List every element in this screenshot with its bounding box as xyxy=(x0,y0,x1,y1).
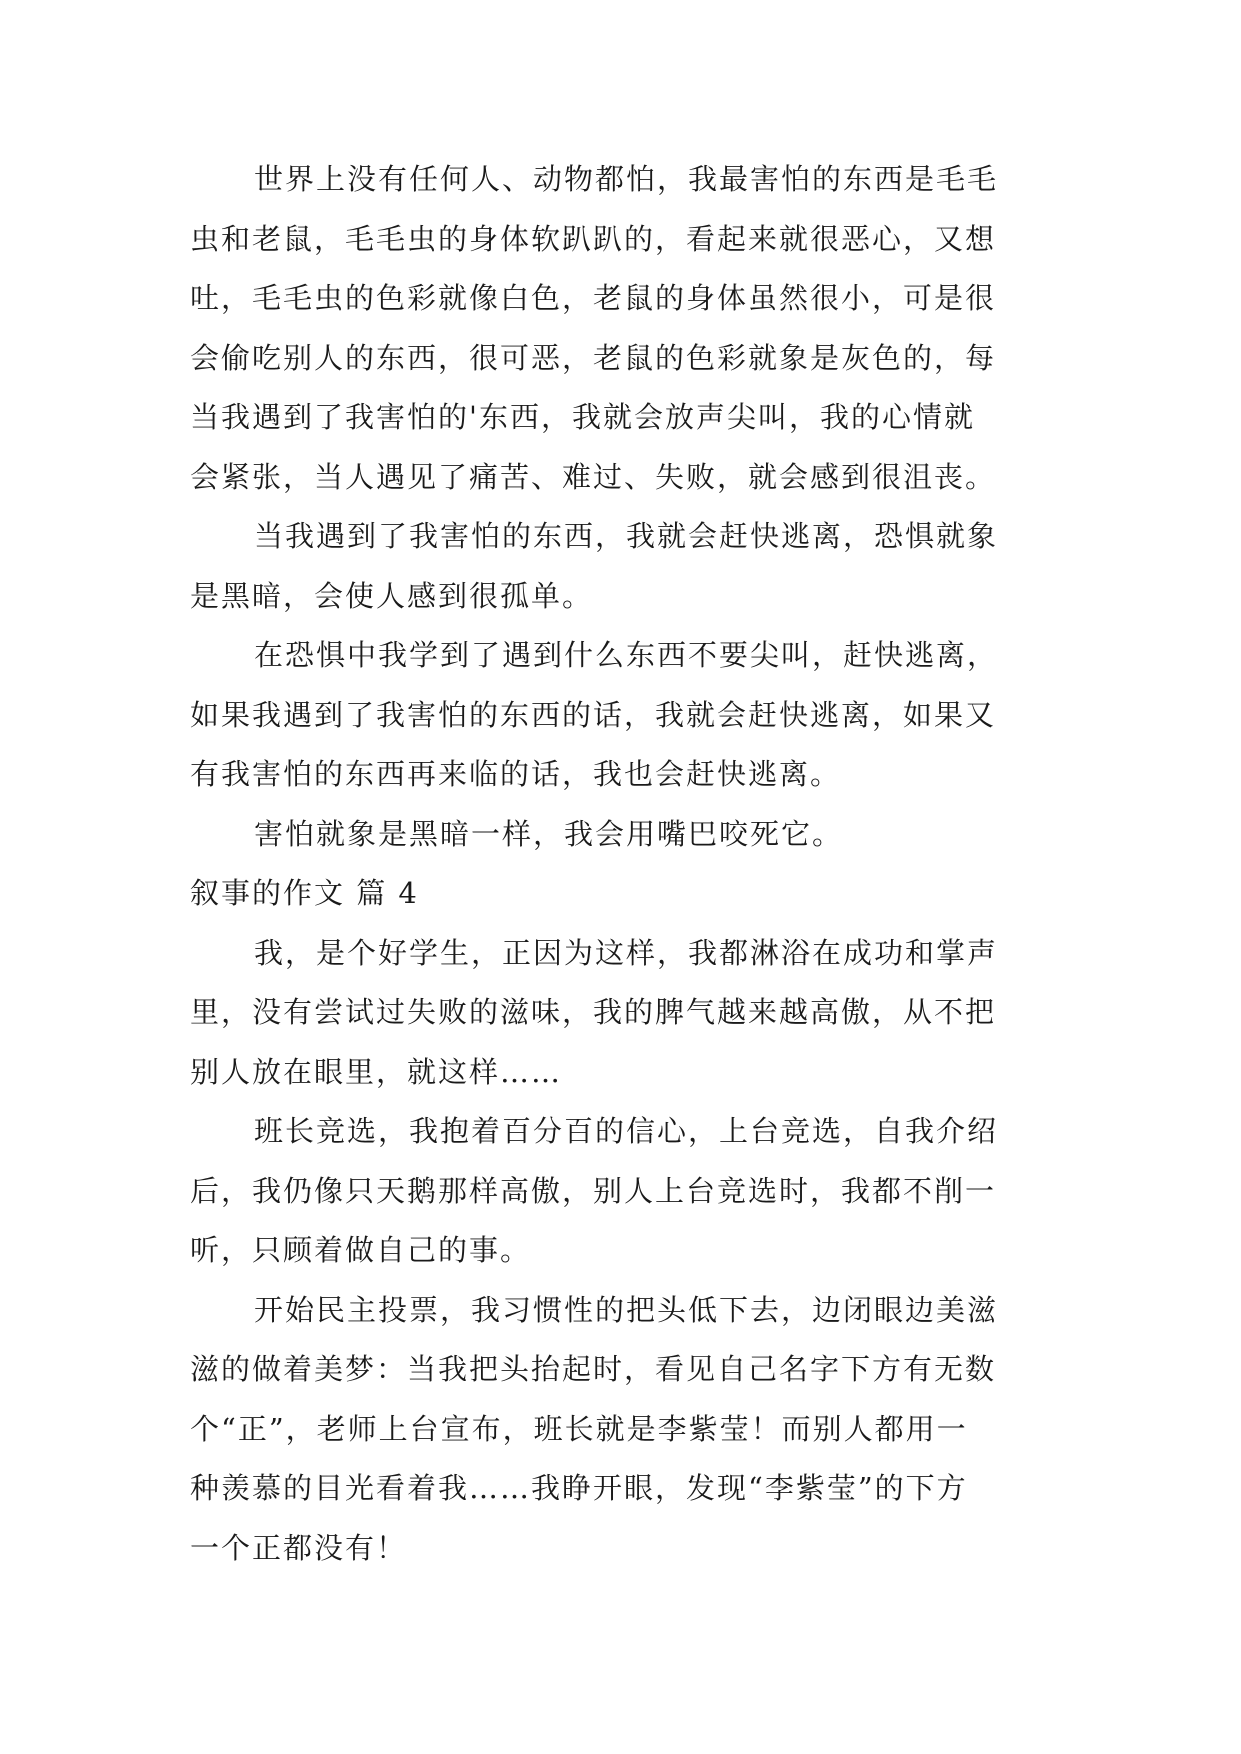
text-line: 是黑暗，会使人感到很孤单。 xyxy=(190,578,594,613)
text-line: 个“正”，老师上台宣布，班长就是李紫莹！而别人都用一 xyxy=(190,1411,968,1446)
text-line: 害怕就象是黑暗一样，我会用嘴巴咬死它。 xyxy=(254,816,844,851)
text-line: 后，我仍像只天鹅那样高傲，别人上台竞选时，我都不削一 xyxy=(190,1173,997,1208)
paragraph xyxy=(190,805,1061,865)
section-heading: 叙事的作文 篇 4 xyxy=(190,876,419,910)
paragraph xyxy=(190,626,1061,805)
text-line: 会紧张，当人遇见了痛苦、难过、失败，就会感到很沮丧。 xyxy=(190,459,997,494)
text-line: 听，只顾着做自己的事。 xyxy=(190,1233,532,1267)
paragraph xyxy=(190,924,1061,1103)
text-line: 一个正都没有！ xyxy=(190,1530,408,1565)
text-line: 世界上没有任何人、动物都怕，我最害怕的东西是毛毛 xyxy=(254,162,999,196)
text-line: 在恐惧中我学到了遇到什么东西不要尖叫，赶快逃离， xyxy=(254,638,999,672)
text-line: 会偷吃别人的东西，很可恶，老鼠的色彩就象是灰色的，每 xyxy=(190,340,997,375)
text-line: 开始民主投票，我习惯性的把头低下去，边闭眼边美滋 xyxy=(254,1292,999,1327)
text-line: 我，是个好学生，正因为这样，我都淋浴在成功和掌声 xyxy=(254,935,999,970)
text-line: 种羡慕的目光看着我……我睁开眼，发现“李紫莹”的下方 xyxy=(190,1471,968,1505)
text-line: 班长竞选，我抱着百分百的信心，上台竞选，自我介绍 xyxy=(254,1114,999,1148)
text-line: 别人放在眼里，就这样…… xyxy=(190,1054,563,1089)
text-line: 吐，毛毛虫的色彩就像白色，老鼠的身体虽然很小，可是很 xyxy=(190,281,997,315)
paragraph xyxy=(190,1102,1061,1281)
text-line: 滋的做着美梦：当我把头抬起时，看见自己名字下方有无数 xyxy=(190,1352,997,1386)
text-line: 有我害怕的东西再来临的话，我也会赶快逃离。 xyxy=(190,757,842,791)
text-line: 虫和老鼠，毛毛虫的身体软趴趴的，看起来就很恶心，又想 xyxy=(190,221,997,256)
paragraph xyxy=(190,507,1061,626)
text-line: 里，没有尝试过失败的滋味，我的脾气越来越高傲，从不把 xyxy=(190,995,997,1029)
text-line: 当我遇到了我害怕的'东西，我就会放声尖叫，我的心情就 xyxy=(190,400,975,434)
text-line: 如果我遇到了我害怕的东西的话，我就会赶快逃离，如果又 xyxy=(190,697,997,732)
paragraph xyxy=(190,1281,1061,1579)
essay-body-bottom xyxy=(190,924,1061,1579)
paragraph xyxy=(190,150,1061,507)
essay-body-top xyxy=(190,150,1061,864)
text-line: 当我遇到了我害怕的东西，我就会赶快逃离，恐惧就象 xyxy=(254,519,999,553)
